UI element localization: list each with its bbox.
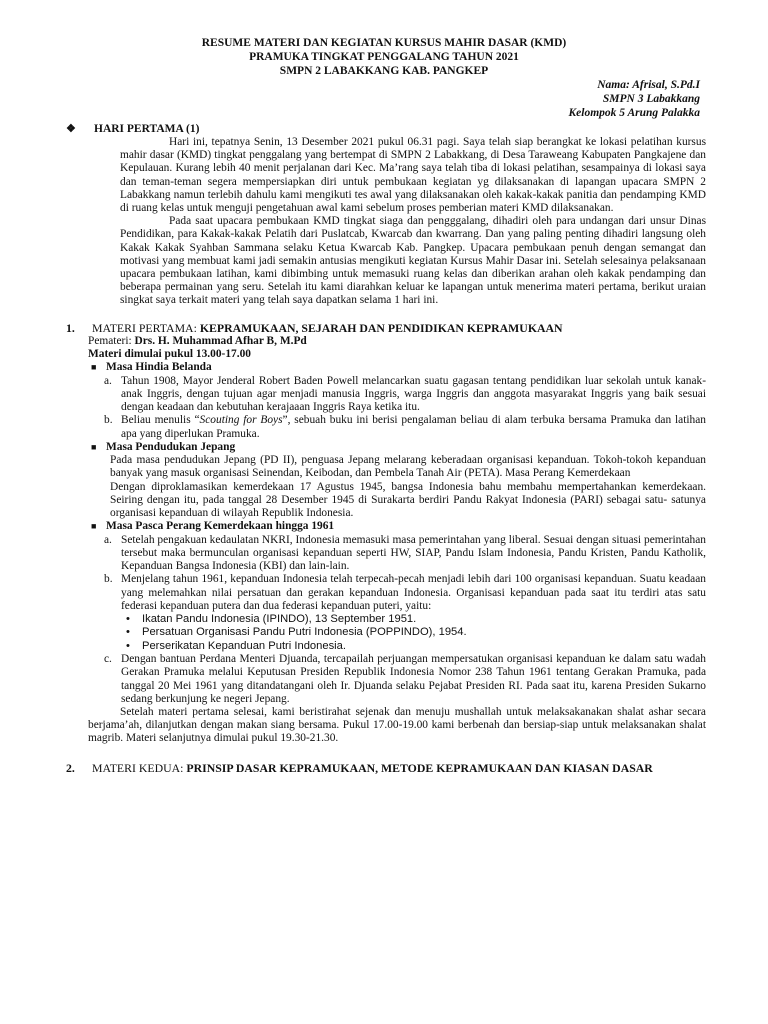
item-text: Tahun 1908, Mayor Jenderal Robert Baden Powell melancarkan suatu gagasan tentang pendidikan luar sekolah untuk kanak-anak Inggris, dengan tujuan agar menjadi manusia Inggris, warga Inggris dan anggota masyarakat Inggris yang baik sesuai dengan keadaan dan kebutuhan kerajaaan Inggris Raya ketika itu. [121, 374, 706, 414]
hindia-heading [88, 361, 706, 374]
square-bullet-icon: ■ [91, 362, 97, 373]
federation-item-text: Perserikatan Kepanduan Putri Indonesia. [142, 639, 346, 652]
day-heading [62, 122, 706, 136]
dot-bullet-icon: • [126, 626, 130, 639]
materi-1-time: Materi dimulai pukul 13.00-17.00 [88, 348, 251, 361]
materi-1-topic: KEPRAMUKAAN, SEJARAH DAN PENDIDIKAN KEPRAMUKAAN [199, 320, 563, 335]
item-label: a. [104, 533, 112, 546]
materi-1-lead: MATERI PERTAMA: [92, 320, 200, 335]
hindia-item-b [104, 414, 706, 440]
item-label: a. [104, 374, 112, 387]
pasca-heading [88, 520, 706, 533]
pasca-item-a [104, 534, 706, 574]
item-text: Dengan bantuan Perdana Menteri Djuanda, tercapailah perjuangan mempersatukan organisasi kepanduan ke dalam satu wadah Gerakan Pramuka melalui Keputusan Presiden Republik Indonesia Nomor 238 Tahun 1961 tentang Gerakan Pramuka, pada tanggal 20 Mei 1961 yang ditandatangani oleh Ir. Djuanda selaku Pejabat Presiden RI. Pada saat itu, karena Presiden Sukarno sedang berkunjung ke negeri Jepang. [121, 653, 706, 705]
materi-1-heading [62, 321, 706, 335]
federation-item [126, 613, 706, 626]
jepang-paragraph-1: Pada masa pendudukan Jepang (PD II), penguasa Jepang melarang keberadaan organisasi kepanduan. Tokoh-tokoh kepanduan banyak yang masuk organisasi Seinendan, Keibodan, dan Pembela Tanah Air (PETA). Masa Perang Kemerdekaan [110, 454, 706, 480]
jepang-heading [88, 441, 706, 454]
materi-2-lead: MATERI KEDUA: [92, 760, 187, 775]
federation-item-text: Ikatan Pandu Indonesia (IPINDO), 13 September 1951. [142, 612, 417, 625]
pasca-item-b [104, 573, 706, 613]
closing-text: Setelah materi pertama selesai, kami beristirahat sejenak dan menuju mushallah untuk melaksakanakan shalat ashar secara berjama’ah, dilanjutkan dengan makan siang bersama. Pukul 17.00-19.00 kami berbenah dan bersiap-siap untuk melaksanakan shalat magrib. Materi selanjutnya dimulai pukul 19.30-21.30. [88, 705, 706, 745]
item-text: Setelah pengakuan kedaulatan NKRI, Indonesia memasuki masa pemerintahan yang liberal. Sesuai dengan situasi pemerintahan tersebut maka bermunculan organisasi kepanduan seperti HW, SIAP, Pandu Islam Indonesia, Pandu Kristen, Pandu Katholik, Kepanduan Bangsa Indonesia (KBI) dan lain-lain. [121, 533, 706, 573]
item-label: b. [104, 573, 113, 586]
item-text [121, 414, 706, 440]
dot-bullet-icon: • [126, 639, 130, 652]
title-line-1: RESUME MATERI DAN KEGIATAN KURSUS MAHIR DASAR (KMD) [201, 37, 567, 49]
materi-2-number: 2. [66, 760, 75, 775]
materi-1-number: 1. [66, 320, 75, 335]
title-line-2: PRAMUKA TINGKAT PENGGALANG TAHUN 2021 [249, 51, 519, 63]
pasca-heading-text: Masa Pasca Perang Kemerdekaan hingga 1961 [106, 520, 335, 533]
jepang-heading-text: Masa Pendudukan Jepang [106, 440, 236, 453]
materi-2-heading [62, 761, 706, 775]
intro-paragraph-1: Hari ini, tepatnya Senin, 13 Desember 2021 pukul 06.31 pagi. Saya telah siap berangkat ke lokasi pelatihan kursus mahir dasar (KMD) tingkat penggalang yang bertempat di SMPN 2 Labakkang, di Desa Taraweang Kabupaten Pangkajene dan Kepulauan. Kurang lebih 40 menit perjalanan dari Kec. Ma’rang saya telah tiba di lokasi pelatihan, sesampainya di lokasi saya dan teman-teman segera mempersiapkan diri untuk pembukaan kegiatan yg dilaksanakan di lapangan upacara SMPN 2 Labakkang namun terlebih dahulu kami mengikuti tes awal yang dilaksanakan oleh kakak-kakak panitia dan pendamping KMD di ruang kelas untuk menguji pengetahuan awal kami sebelum proses pemberian materi KMD dilaksanakan. [120, 136, 706, 215]
book-title: Scouting for Boys [199, 414, 283, 427]
item-text-pre: Beliau menulis “ [121, 414, 200, 427]
item-label: c. [104, 653, 112, 666]
intro-section [120, 136, 706, 308]
intro-paragraph-2: Pada saat upacara pembukaan KMD tingkat siaga dan pengggalang, dihadiri oleh para undangan dari unsur Dinas Pendidikan, para Kakak-kakak Pelatih dari Puslatcab, Kwarcab dan kwarrang. Dan yang paling penting dihadiri langsung oleh Kakak Kakak Syahban Sammana selaku Ketua Kwarcab Kab. Pangkep. Upacara pembukaan penuh dengan semangat dan motivasi yang membuat kami jadi semakin antusias mengikuti kegiatan Kursus Mahir Dasar ini. Setelah selesainya pelaksanaan upacara pembukaan latihan, kami dibimbing untuk memasuki ruang kelas dan diberikan arahan oleh kakak pendamping dan beberapa permainan yang seru. Setelah itu kami diarahkan keluar ke lapangan untuk menerima materi pertama, berikut uraian singkat saya terkait materi yang telah saya dapatkan selama 1 hari ini. [120, 215, 706, 307]
federation-item [126, 640, 706, 653]
materi-1-closing [88, 706, 706, 746]
jepang-paragraph-2: Dengan diproklamasikan kemerdekaan 17 Agustus 1945, bangsa Indonesia bahu membahu mempertahankan kemerdekaan. Seiring dengan itu, pada tanggal 28 Desember 1945 di Surakarta berdiri Pandu Rakyat Indonesia (PARI) sebagai satu- satunya organisasi kepanduan di wilayah Republik Indonesia. [110, 480, 706, 520]
square-bullet-icon: ■ [91, 441, 97, 452]
federation-item [126, 626, 706, 639]
materi-1-presenter [88, 335, 706, 348]
document-title [62, 36, 706, 78]
author-name: Nama: Afrisal, S.Pd.I [597, 79, 700, 91]
item-label: b. [104, 414, 113, 427]
hindia-item-a [104, 375, 706, 415]
author-school: SMPN 3 Labakkang [602, 93, 700, 105]
square-bullet-icon: ■ [91, 521, 97, 532]
presenter-label: Pemateri: [88, 334, 135, 347]
item-text: Menjelang tahun 1961, kepanduan Indonesia telah terpecah-pecah menjadi lebih dari 100 organisasi kepanduan. Suatu keadaan yang melemahkan nilai persatuan dan gerakan kepanduan Indonesia. Organisasi kepanduan pada saat itu terdiri atas satu federasi kepanduan putera dan dua federasi kepanduan puteri, yaitu: [121, 573, 706, 612]
title-line-3: SMPN 2 LABAKKANG KAB. PANGKEP [279, 65, 489, 77]
presenter-name: Drs. H. Muhammad Afhar B, M.Pd [134, 334, 307, 347]
pasca-item-c [104, 653, 706, 706]
dot-bullet-icon: • [126, 612, 130, 625]
author-group: Kelompok 5 Arung Palakka [568, 107, 700, 119]
hindia-heading-text: Masa Hindia Belanda [106, 361, 212, 374]
author-block [62, 78, 700, 120]
materi-2-topic: PRINSIP DASAR KEPRAMUKAAN, METODE KEPRAMUKAAN DAN KIASAN DASAR [186, 760, 653, 775]
day-heading-text: HARI PERTAMA (1) [94, 123, 200, 135]
federation-item-text: Persatuan Organisasi Pandu Putri Indonesia (POPPINDO), 1954. [142, 626, 467, 639]
diamond-bullet-icon: ❖ [66, 123, 76, 135]
item-text-post: ”, sebuah buku ini berisi pengalaman beliau di alam terbuka bersama Pramuka dan latihan apa yang diperlukan Pramuka. [121, 414, 706, 440]
